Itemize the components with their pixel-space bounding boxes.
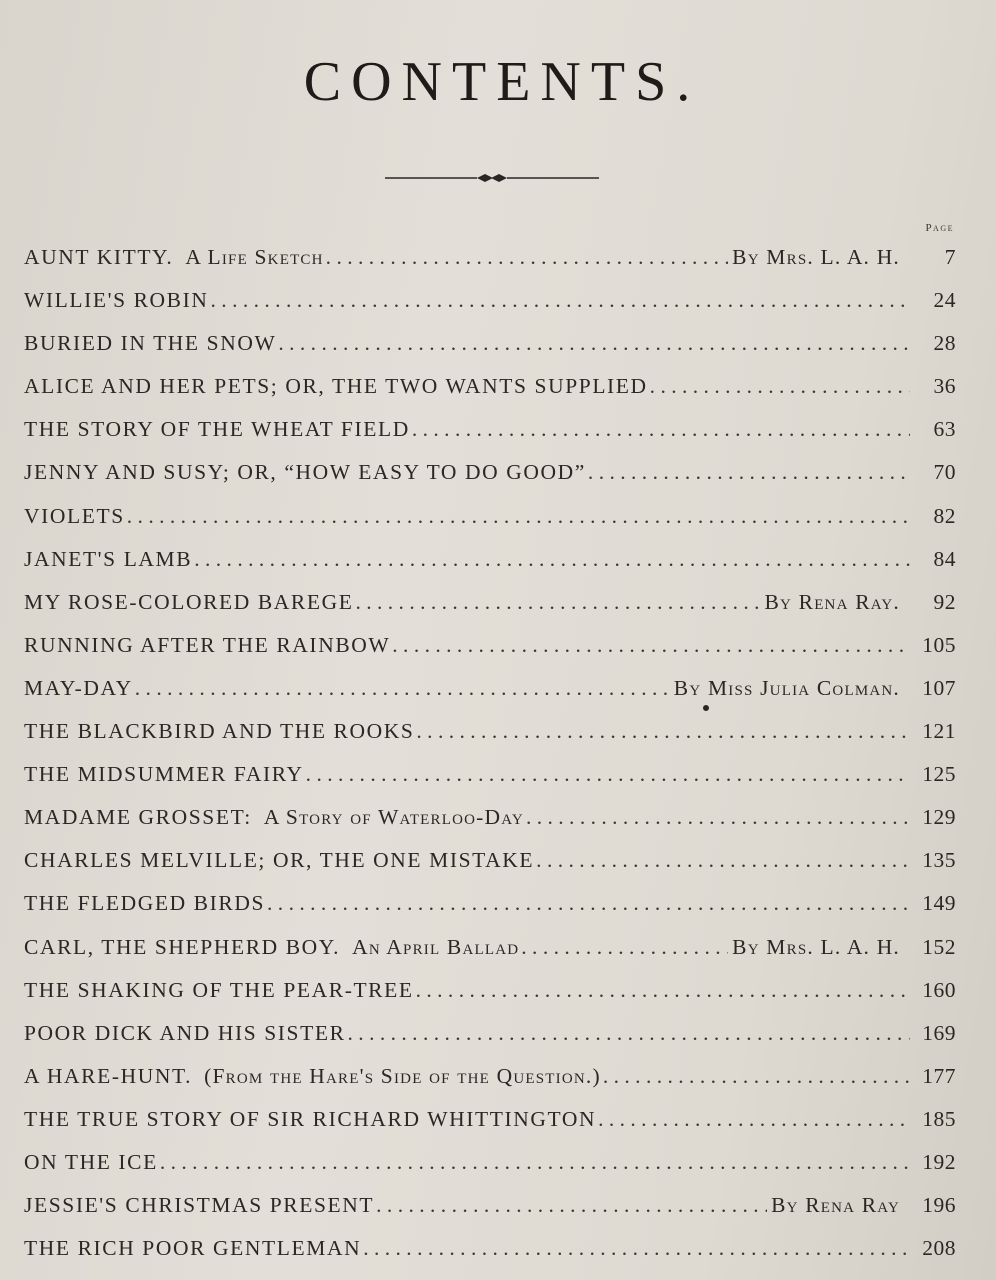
entry-title: MAY-DAY: [24, 675, 133, 700]
dot-leader: [211, 279, 910, 322]
dot-leader: [135, 667, 670, 710]
entry-title: THE STORY OF THE WHEAT FIELD: [24, 417, 410, 442]
entry-page-number: 185: [922, 1106, 956, 1131]
toc-entry: [24, 1012, 956, 1055]
dot-leader: [127, 495, 910, 538]
dot-leader: [603, 1055, 910, 1098]
dot-leader: [588, 451, 910, 494]
toc-entry: [24, 667, 956, 710]
toc-entry: [24, 581, 956, 624]
toc-entry: [24, 322, 956, 365]
toc-entry: [24, 1227, 956, 1270]
entry-title: ALICE AND HER PETS; OR, THE TWO WANTS SUPPLIED: [24, 374, 648, 399]
entry-page-number: 121: [922, 719, 956, 744]
entry-author: By Miss Julia Colman.: [673, 675, 900, 700]
entry-title: JESSIE'S CHRISTMAS PRESENT: [24, 1193, 375, 1218]
ink-spot: [703, 705, 709, 711]
toc-entry: [24, 1098, 956, 1141]
toc-entry: [24, 365, 956, 408]
entry-page-number: 196: [922, 1193, 956, 1218]
entry-page-number: 107: [922, 675, 956, 700]
entry-author: By Mrs. L. A. H.: [732, 934, 900, 959]
dot-leader: [598, 1098, 910, 1141]
toc-entry: [24, 969, 956, 1012]
toc-entry: [24, 451, 956, 494]
entry-title: THE BLACKBIRD AND THE ROOKS: [24, 719, 415, 744]
entry-subtitle: (From the Hare's Side of the Question.): [204, 1063, 601, 1088]
dot-leader: [194, 538, 910, 581]
entry-title: CHARLES MELVILLE; OR, THE ONE MISTAKE: [24, 848, 535, 873]
dot-leader: [376, 1184, 767, 1227]
contents-list: [24, 236, 956, 1270]
entry-page-number: 160: [922, 977, 956, 1002]
entry-author: By Rena Ray: [771, 1193, 900, 1218]
entry-title: CARL, THE SHEPHERD BOY.: [24, 934, 341, 959]
entry-page-number: 135: [922, 848, 956, 873]
toc-entry: [24, 408, 956, 451]
entry-page-number: 63: [933, 417, 956, 442]
dot-leader: [416, 710, 910, 753]
dot-leader: [650, 365, 910, 408]
dot-leader: [392, 624, 910, 667]
dot-leader: [412, 408, 910, 451]
dot-leader: [536, 839, 910, 882]
entry-page-number: 152: [922, 934, 956, 959]
entry-page-number: 125: [922, 762, 956, 787]
page-column-label: Page: [925, 222, 954, 234]
toc-entry: [24, 236, 956, 279]
entry-title: THE TRUE STORY OF SIR RICHARD WHITTINGTON: [24, 1106, 597, 1131]
entry-title: VIOLETS: [24, 503, 125, 528]
toc-entry: [24, 279, 956, 322]
entry-title: POOR DICK AND HIS SISTER: [24, 1020, 346, 1045]
dot-leader: [348, 1012, 910, 1055]
entry-author: By Rena Ray.: [764, 589, 900, 614]
entry-subtitle: A Life Sketch: [185, 245, 324, 269]
entry-title: AUNT KITTY.: [24, 245, 174, 269]
dot-leader: [355, 581, 760, 624]
dot-leader: [416, 969, 910, 1012]
dot-leader: [363, 1227, 910, 1270]
entry-page-number: 92: [933, 589, 956, 614]
dot-leader: [326, 236, 728, 279]
page-title: CONTENTS.: [303, 51, 701, 113]
entry-title: RUNNING AFTER THE RAINBOW: [24, 632, 391, 657]
toc-entry: [24, 710, 956, 753]
entry-page-number: 28: [933, 331, 956, 356]
entry-page-number: 208: [922, 1236, 956, 1261]
dot-leader: [306, 753, 910, 796]
toc-entry: [24, 1141, 956, 1184]
dot-leader: [160, 1141, 910, 1184]
entry-title: THE MIDSUMMER FAIRY: [24, 762, 304, 787]
entry-page-number: 70: [933, 460, 956, 485]
toc-entry: [24, 1184, 956, 1227]
entry-title: MADAME GROSSET:: [24, 805, 252, 830]
toc-entry: [24, 926, 956, 969]
toc-entry: [24, 624, 956, 667]
entry-page-number: 169: [922, 1020, 956, 1045]
entry-title: JENNY AND SUSY; OR, “HOW EASY TO DO GOOD”: [24, 460, 586, 485]
entry-page-number: 177: [922, 1063, 956, 1088]
entry-page-number: 149: [922, 891, 956, 916]
entry-page-number: 82: [933, 503, 956, 528]
toc-entry: [24, 882, 956, 925]
dot-leader: [267, 882, 910, 925]
entry-page-number: 129: [922, 805, 956, 830]
entry-author: By Mrs. L. A. H.: [732, 245, 900, 269]
toc-entry: [24, 753, 956, 796]
entry-page-number: 7: [944, 245, 956, 269]
toc-entry: [24, 796, 956, 839]
entry-subtitle: An April Ballad: [352, 934, 520, 959]
entry-page-number: 36: [933, 374, 956, 399]
toc-entry: [24, 495, 956, 538]
dot-leader: [526, 796, 910, 839]
entry-title: BURIED IN THE SNOW: [24, 331, 277, 356]
entry-page-number: 105: [922, 632, 956, 657]
entry-title: ON THE ICE: [24, 1149, 158, 1174]
entry-title: THE RICH POOR GENTLEMAN: [24, 1236, 362, 1261]
dot-leader: [521, 926, 728, 969]
entry-title: JANET'S LAMB: [24, 546, 193, 571]
entry-title: THE FLEDGED BIRDS: [24, 891, 266, 916]
toc-entry: [24, 839, 956, 882]
dot-leader: [278, 322, 910, 365]
entry-title: THE SHAKING OF THE PEAR-TREE: [24, 977, 414, 1002]
entry-subtitle: A Story of Waterloo-Day: [263, 805, 524, 830]
entry-title: WILLIE'S ROBIN: [24, 288, 209, 313]
entry-page-number: 84: [933, 546, 956, 571]
entry-title: A HARE-HUNT.: [24, 1063, 193, 1088]
toc-entry: [24, 538, 956, 581]
entry-title: MY ROSE-COLORED BAREGE: [24, 589, 354, 614]
entry-page-number: 24: [933, 288, 956, 313]
entry-page-number: 192: [922, 1149, 956, 1174]
ornament-divider: [385, 170, 599, 186]
toc-entry: [24, 1055, 956, 1098]
